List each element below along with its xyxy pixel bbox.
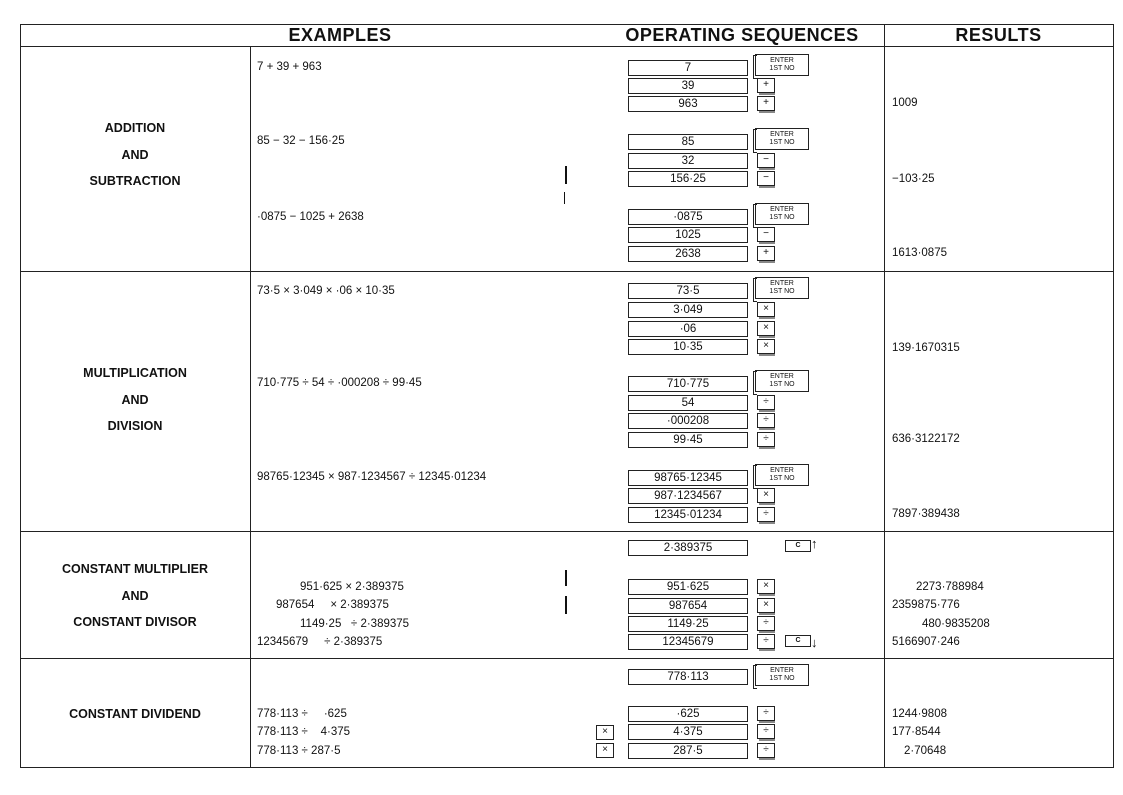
plus-key: + xyxy=(757,78,775,93)
result-value: 1613·0875 xyxy=(892,247,947,259)
entry-box: 2·389375 xyxy=(628,540,748,556)
entry-box: 951·625 xyxy=(628,579,748,595)
example-addition: 7 + 39 + 963 xyxy=(257,61,322,73)
entry-box: 73·5 xyxy=(628,283,748,299)
margin-mark xyxy=(565,596,567,614)
result-value: 1244·9808 xyxy=(892,708,947,720)
divide-key: ÷ xyxy=(757,413,775,428)
example-multiplication: 73·5 × 3·049 × ·06 × 10·35 xyxy=(257,285,395,297)
multiply-key: × xyxy=(757,321,775,336)
entry-box: 12345·01234 xyxy=(628,507,748,523)
example-division: 710·775 ÷ 54 ÷ ·000208 ÷ 99·45 xyxy=(257,377,422,389)
result-value: 636·3122172 xyxy=(892,433,960,445)
entry-box: 7 xyxy=(628,60,748,76)
margin-mark xyxy=(564,192,565,204)
entry-box: 1149·25 xyxy=(628,616,748,632)
entry-box: 287·5 xyxy=(628,743,748,759)
entry-box: 39 xyxy=(628,78,748,94)
enter-key: ENTER 1ST NO xyxy=(755,464,809,486)
example-constant-multiply: 951·625 × 2·389375 xyxy=(300,581,404,593)
example-constant-dividend: 778·113 ÷ 287·5 xyxy=(257,745,341,757)
divide-key: ÷ xyxy=(757,616,775,631)
entry-box: ·625 xyxy=(628,706,748,722)
section-label-constant-dividend: CONSTANT DIVIDEND xyxy=(69,707,201,721)
example-mixed: ·0875 − 1025 + 2638 xyxy=(257,211,364,223)
c-key: C xyxy=(785,635,811,647)
result-value: 7897·389438 xyxy=(892,508,960,520)
entry-box: 3·049 xyxy=(628,302,748,318)
arrow-down-icon: ↓ xyxy=(811,635,818,650)
example-subtraction: 85 − 32 − 156·25 xyxy=(257,135,345,147)
result-value: 2359875·776 xyxy=(892,599,960,611)
entry-box: 156·25 xyxy=(628,171,748,187)
section-label-addition-subtraction: ADDITION AND SUBTRACTION xyxy=(89,121,181,188)
divide-key: ÷ xyxy=(757,724,775,739)
entry-box: 85 xyxy=(628,134,748,150)
entry-box: 4·375 xyxy=(628,724,748,740)
example-constant-multiply: 987654 × 2·389375 xyxy=(276,599,389,611)
minus-key: − xyxy=(757,227,775,242)
result-value: 177·8544 xyxy=(892,726,941,738)
header-results: RESULTS xyxy=(955,25,1042,45)
minus-key: − xyxy=(757,153,775,168)
margin-mark xyxy=(565,570,567,586)
result-value: 139·1670315 xyxy=(892,342,960,354)
multiply-key: × xyxy=(757,488,775,503)
entry-box: 32 xyxy=(628,153,748,169)
result-value: 2273·788984 xyxy=(916,581,984,593)
multiply-key: × xyxy=(757,598,775,613)
entry-box: ·000208 xyxy=(628,413,748,429)
entry-box: 710·775 xyxy=(628,376,748,392)
section-label-multiplication-division: MULTIPLICATION AND DIVISION xyxy=(83,366,187,433)
enter-key: ENTER 1ST NO xyxy=(755,277,809,299)
section-label-constant-multiplier-divisor: CONSTANT MULTIPLIER AND CONSTANT DIVISOR xyxy=(61,562,209,629)
entry-box: 963 xyxy=(628,96,748,112)
result-value: 2·70648 xyxy=(904,745,947,757)
arrow-up-icon: ↑ xyxy=(811,536,818,551)
enter-key: ENTER 1ST NO xyxy=(755,128,809,150)
result-value: 1009 xyxy=(892,97,918,109)
minus-key: − xyxy=(757,171,775,186)
entry-box: 98765·12345 xyxy=(628,470,748,486)
entry-box: 1025 xyxy=(628,227,748,243)
entry-box: 2638 xyxy=(628,246,748,262)
entry-box: 54 xyxy=(628,395,748,411)
example-constant-divide: 1149·25 ÷ 2·389375 xyxy=(300,618,410,630)
example-constant-divide: 12345679 ÷ 2·389375 xyxy=(257,636,383,648)
examples-table xyxy=(20,24,1123,768)
result-value: 5166907·246 xyxy=(892,636,960,648)
plus-key: + xyxy=(757,246,775,261)
entry-box: 987654 xyxy=(628,598,748,614)
multiply-key: × xyxy=(757,302,775,317)
c-key: C xyxy=(785,540,811,552)
divide-key: ÷ xyxy=(757,432,775,447)
header-examples: EXAMPLES xyxy=(288,25,392,45)
entry-box: 99·45 xyxy=(628,432,748,448)
divide-key: ÷ xyxy=(757,395,775,410)
entry-box: 12345679 xyxy=(628,634,748,650)
example-constant-dividend: 778·113 ÷ 4·375 xyxy=(257,726,351,738)
entry-box: 778·113 xyxy=(628,669,748,685)
multiply-key: × xyxy=(757,579,775,594)
enter-key: ENTER 1ST NO xyxy=(755,54,809,76)
multiply-key: × xyxy=(596,743,614,758)
entry-box: ·06 xyxy=(628,321,748,337)
result-value: 480·9835208 xyxy=(922,618,990,630)
multiply-key: × xyxy=(596,725,614,740)
example-mixed: 98765·12345 × 987·1234567 ÷ 12345·01234 xyxy=(257,471,487,483)
enter-key: ENTER 1ST NO xyxy=(755,203,809,225)
result-value: −103·25 xyxy=(892,173,935,185)
divide-key: ÷ xyxy=(757,634,775,649)
divide-key: ÷ xyxy=(757,507,775,522)
margin-mark xyxy=(565,166,567,184)
entry-box: ·0875 xyxy=(628,209,748,225)
entry-box: 987·1234567 xyxy=(628,488,748,504)
plus-key: + xyxy=(757,96,775,111)
example-constant-dividend: 778·113 ÷ ·625 xyxy=(257,708,347,720)
header-operating-sequences: OPERATING SEQUENCES xyxy=(625,25,859,45)
entry-box: 10·35 xyxy=(628,339,748,355)
enter-key: ENTER 1ST NO xyxy=(755,370,809,392)
divide-key: ÷ xyxy=(757,743,775,758)
multiply-key: × xyxy=(757,339,775,354)
enter-key: ENTER 1ST NO xyxy=(755,664,809,686)
divide-key: ÷ xyxy=(757,706,775,721)
